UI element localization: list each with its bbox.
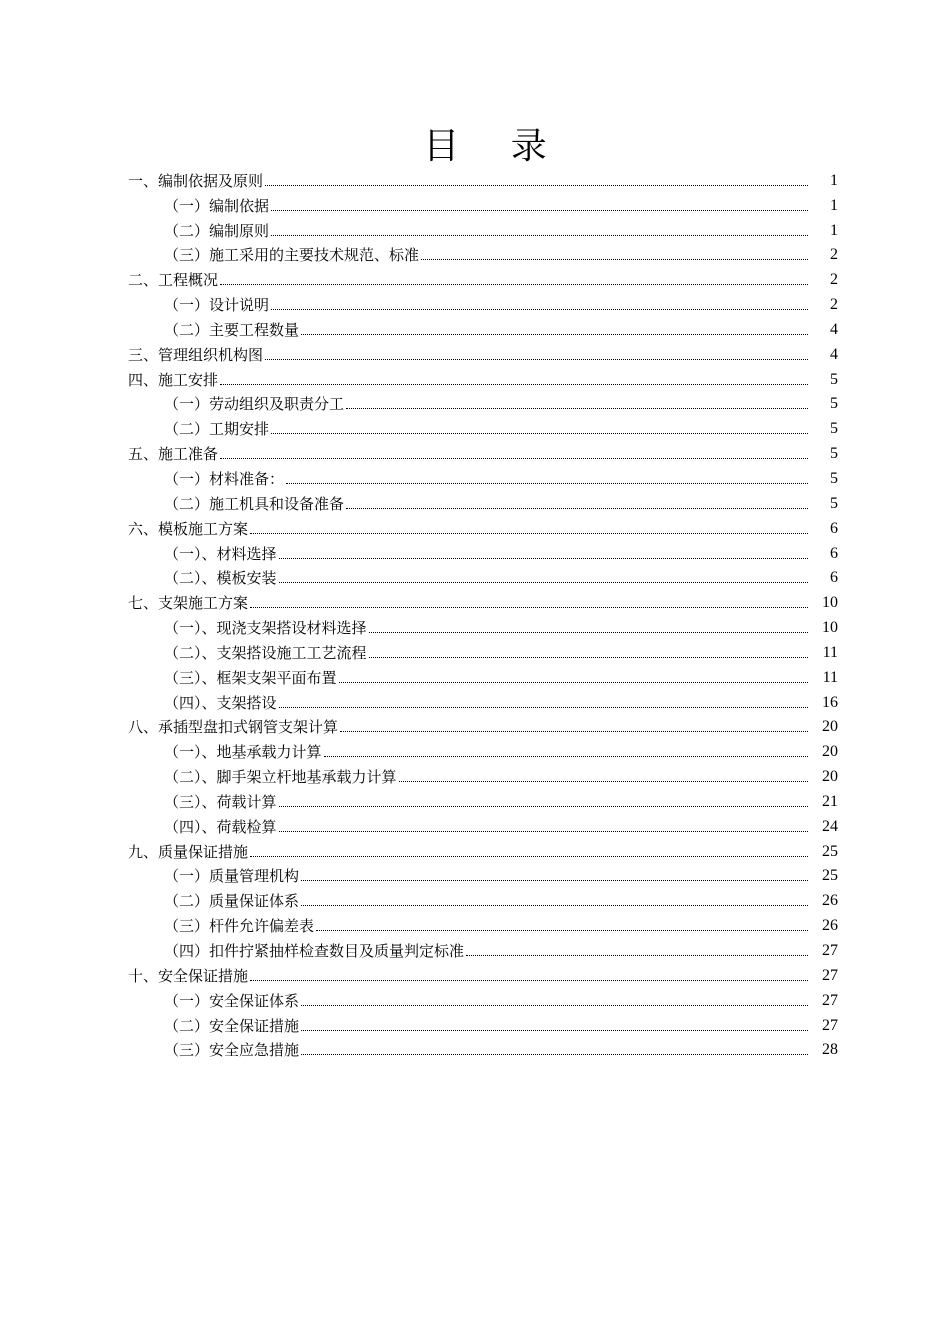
toc-entry-page-number: 4 <box>830 345 838 363</box>
toc-dot-leader <box>279 558 808 559</box>
toc-dot-leader <box>271 235 808 236</box>
toc-entry-label: （一）材料准备： <box>164 469 285 488</box>
toc-entry[interactable] <box>128 490 838 515</box>
toc-dot-leader <box>250 980 808 981</box>
toc-dot-leader <box>301 880 808 881</box>
toc-entry-page-number: 24 <box>822 817 838 835</box>
toc-entry-page-number: 28 <box>822 1041 838 1059</box>
toc-entry-label: （一）、现浇支架搭设材料选择 <box>164 619 367 638</box>
toc-entry[interactable] <box>128 341 838 366</box>
toc-dot-leader <box>301 1030 808 1031</box>
toc-dot-leader <box>220 384 808 385</box>
toc-entry-page-number: 1 <box>830 221 838 239</box>
toc-entry-page-number: 5 <box>830 395 838 413</box>
toc-entry-page-number: 2 <box>830 296 838 314</box>
toc-entry-label: （三）杆件允许偏差表 <box>164 917 315 936</box>
toc-entry-page-number: 5 <box>830 370 838 388</box>
toc-entry[interactable] <box>128 540 838 565</box>
toc-dot-leader <box>250 607 808 608</box>
toc-dot-leader <box>265 359 808 360</box>
toc-entry[interactable] <box>128 714 838 739</box>
toc-entry-label: （三）、荷载计算 <box>164 792 277 811</box>
toc-entry-page-number: 20 <box>822 718 838 736</box>
toc-dot-leader <box>324 756 808 757</box>
toc-dot-leader <box>250 856 808 857</box>
toc-entry-label: 四、施工安排 <box>128 370 219 389</box>
toc-dot-leader <box>279 707 808 708</box>
toc-dot-leader <box>301 905 808 906</box>
toc-entry-page-number: 27 <box>822 1016 838 1034</box>
toc-entry[interactable] <box>128 316 838 341</box>
toc-entry[interactable] <box>128 465 838 490</box>
toc-entry[interactable] <box>128 217 838 242</box>
toc-entry-label: （一）、材料选择 <box>164 544 277 563</box>
toc-entry[interactable] <box>128 788 838 813</box>
toc-entry-page-number: 27 <box>822 942 838 959</box>
toc-dot-leader <box>346 508 808 509</box>
toc-dot-leader <box>346 408 808 409</box>
toc-entry[interactable] <box>128 838 838 863</box>
toc-entry-label: 十、安全保证措施 <box>128 966 249 985</box>
toc-entry[interactable] <box>128 440 838 465</box>
toc-entry-label: （二）质量保证体系 <box>164 892 300 911</box>
toc-entry-label: （一）安全保证体系 <box>164 991 300 1010</box>
toc-entry-page-number: 1 <box>830 196 838 214</box>
toc-entry-page-number: 16 <box>822 693 838 711</box>
toc-entry-page-number: 26 <box>822 917 838 935</box>
toc-entry-label: （三）安全应急措施 <box>164 1041 300 1060</box>
toc-dot-leader <box>265 185 808 186</box>
toc-entry-page-number: 27 <box>822 966 838 984</box>
toc-entry[interactable] <box>128 515 838 540</box>
toc-entry-page-number: 21 <box>822 792 838 810</box>
toc-entry-page-number: 2 <box>830 246 838 264</box>
toc-entry-label: （二）、支架搭设施工工艺流程 <box>164 643 367 662</box>
toc-entry-page-number: 6 <box>830 519 838 537</box>
toc-entry-page-number: 20 <box>822 743 838 761</box>
toc-entry-label: （四）、荷载检算 <box>164 817 277 836</box>
toc-entry[interactable] <box>128 912 838 937</box>
toc-dot-leader <box>279 831 808 832</box>
toc-entry[interactable] <box>128 962 838 987</box>
toc-entry-label: （一）编制依据 <box>164 196 270 215</box>
toc-entry[interactable] <box>128 813 838 838</box>
toc-dot-leader <box>316 930 808 931</box>
toc-entry-page-number: 5 <box>830 445 838 463</box>
toc-dot-leader <box>271 309 808 310</box>
toc-entry[interactable] <box>128 664 838 689</box>
toc-entry-label: （四）扣件拧紧抽样检查数目及质量判定标准 <box>164 942 465 960</box>
toc-entry[interactable] <box>128 887 838 912</box>
toc-entry-label: （二）、脚手架立杆地基承载力计算 <box>164 768 397 787</box>
toc-entry-page-number: 10 <box>822 619 838 637</box>
toc-entry-page-number: 4 <box>830 320 838 338</box>
toc-entry-page-number: 25 <box>822 867 838 885</box>
toc-entry-label: 五、施工准备 <box>128 445 219 464</box>
toc-dot-leader <box>301 1005 808 1006</box>
toc-dot-leader <box>421 259 808 260</box>
toc-dot-leader <box>369 632 808 633</box>
toc-entry-label: 二、工程概况 <box>128 271 219 290</box>
toc-entry[interactable] <box>128 738 838 763</box>
toc-entry[interactable] <box>128 589 838 614</box>
toc-dot-leader <box>340 731 808 732</box>
toc-entry-page-number: 26 <box>822 892 838 910</box>
toc-entry[interactable] <box>128 391 838 416</box>
table-of-contents <box>128 167 838 1061</box>
toc-entry[interactable] <box>128 242 838 267</box>
toc-entry[interactable] <box>128 266 838 291</box>
toc-entry-page-number: 27 <box>822 991 838 1009</box>
toc-entry-page-number: 11 <box>822 643 838 661</box>
toc-entry-page-number: 1 <box>830 171 838 189</box>
toc-entry[interactable] <box>128 1037 838 1062</box>
toc-entry-page-number: 5 <box>830 469 838 487</box>
toc-entry[interactable] <box>128 639 838 664</box>
toc-entry-label: （二）编制原则 <box>164 221 270 240</box>
toc-entry-label: 一、编制依据及原则 <box>128 171 264 190</box>
toc-entry-label: 七、支架施工方案 <box>128 594 249 613</box>
toc-entry-page-number: 5 <box>830 420 838 438</box>
toc-entry-label: （一）质量管理机构 <box>164 867 300 886</box>
toc-entry-page-number: 25 <box>822 842 838 860</box>
toc-dot-leader <box>250 533 808 534</box>
toc-dot-leader <box>286 483 808 484</box>
toc-entry[interactable] <box>128 689 838 714</box>
toc-entry-page-number: 11 <box>822 668 838 686</box>
toc-entry-label: （一）设计说明 <box>164 296 270 315</box>
toc-dot-leader <box>466 955 808 956</box>
toc-entry-label: （二）工期安排 <box>164 420 270 439</box>
toc-dot-leader <box>220 284 808 285</box>
toc-entry-label: 六、模板施工方案 <box>128 519 249 538</box>
toc-dot-leader <box>220 458 808 459</box>
toc-entry-label: 三、管理组织机构图 <box>128 345 264 364</box>
toc-dot-leader <box>271 433 808 434</box>
toc-entry[interactable] <box>128 291 838 316</box>
toc-entry[interactable] <box>128 1012 838 1037</box>
toc-entry-label: （一）劳动组织及职责分工 <box>164 395 345 414</box>
toc-entry-page-number: 2 <box>830 271 838 289</box>
toc-entry[interactable] <box>128 763 838 788</box>
toc-dot-leader <box>279 582 808 583</box>
toc-entry-label: （四）、支架搭设 <box>164 693 277 712</box>
toc-dot-leader <box>301 1054 808 1055</box>
toc-entry[interactable] <box>128 614 838 639</box>
toc-entry[interactable] <box>128 863 838 888</box>
toc-entry[interactable] <box>128 167 838 192</box>
toc-dot-leader <box>301 334 808 335</box>
toc-dot-leader <box>279 806 808 807</box>
toc-entry[interactable] <box>128 366 838 391</box>
toc-entry-label: 八、承插型盘扣式钢管支架计算 <box>128 718 339 737</box>
toc-dot-leader <box>399 781 808 782</box>
toc-entry-page-number: 20 <box>822 768 838 786</box>
toc-entry-page-number: 10 <box>822 594 838 612</box>
toc-entry-label: （二）施工机具和设备准备 <box>164 494 345 513</box>
toc-entry-label: （三）施工采用的主要技术规范、标准 <box>164 246 420 265</box>
toc-entry-page-number: 6 <box>830 569 838 587</box>
toc-entry-label: （一）、地基承载力计算 <box>164 743 322 762</box>
toc-entry[interactable] <box>128 937 838 962</box>
toc-entry[interactable] <box>128 415 838 440</box>
toc-dot-leader <box>339 682 808 683</box>
page-title: 目 录 <box>423 126 567 168</box>
toc-entry-page-number: 5 <box>830 494 838 512</box>
toc-entry-page-number: 6 <box>830 544 838 562</box>
toc-entry[interactable] <box>128 987 838 1012</box>
toc-entry-label: （二）安全保证措施 <box>164 1016 300 1035</box>
toc-entry-label: （三）、框架支架平面布置 <box>164 668 337 687</box>
toc-entry-label: 九、质量保证措施 <box>128 842 249 861</box>
toc-entry[interactable] <box>128 192 838 217</box>
toc-dot-leader <box>369 657 808 658</box>
toc-entry-label: （二）主要工程数量 <box>164 320 300 339</box>
toc-dot-leader <box>271 210 808 211</box>
toc-entry[interactable] <box>128 565 838 590</box>
toc-entry-label: （二）、模板安装 <box>164 569 277 588</box>
